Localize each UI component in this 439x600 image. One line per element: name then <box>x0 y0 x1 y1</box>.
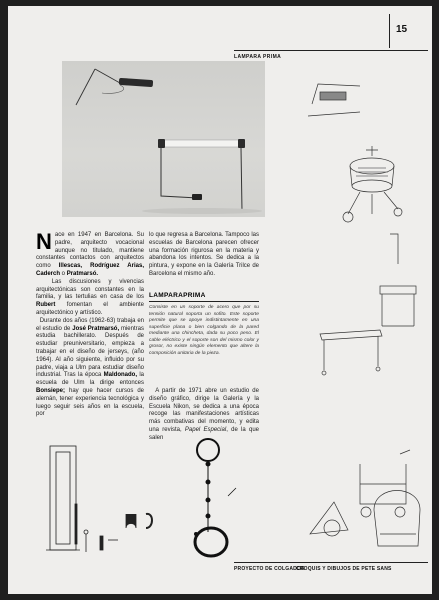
drop-cap: N <box>36 229 52 254</box>
page-number: 15 <box>396 24 408 35</box>
header-rule <box>234 50 428 51</box>
col1-text: ace en 1947 en Barcelona. Su padre, arquitecto vocacional aunque no titulado, mantiene constantes contactos con arquitectos como <box>36 232 144 270</box>
lamp-photo <box>62 61 265 217</box>
studio-name: José Pratmarsó, <box>72 325 120 332</box>
article-column-1 <box>36 229 144 419</box>
vertical-rule <box>389 14 390 48</box>
caption-rule <box>234 562 428 563</box>
magazine-title: Papel Especial <box>184 426 227 433</box>
architect-names: Illescas, Rodríguez Arias, Caderch <box>36 263 144 277</box>
sidebar-rule <box>149 301 259 302</box>
family-name: Rubert <box>36 302 56 309</box>
col1-text: mientras estudia bachillerato. Después de estudiar preuniversitario, empieza a trabajar en el diseño de jerseys, (año 1964). Al año siguiente, influido por su padre, viaja a Ulm para estudiar diseño industrial. Tras la época <box>36 325 144 379</box>
caption-left: PROYECTO DE COLGADOR <box>234 566 305 572</box>
col1-text: hay que hacer cursos de alemán, tener experiencia tecnológica y luego seguir seis años en la escuela, por <box>36 387 144 418</box>
col2-text: , de la que salen <box>149 426 259 441</box>
lamp-photo-art <box>62 61 265 217</box>
section-label: LAMPARA PRIMA <box>234 54 282 60</box>
person-name: Maldonado, <box>103 372 137 379</box>
caption-right: CROQUIS Y DIBUJOS DE PETE SANS <box>296 566 392 572</box>
col1-text: Durante dos años (1962-63) trabaja en el estudio de <box>36 317 144 332</box>
architect-name: Pratmarsó. <box>66 270 99 277</box>
furniture-sketches <box>290 64 430 556</box>
sidebar-title: LAMPARAPRIMA <box>149 292 206 299</box>
magazine-page <box>8 6 432 594</box>
sidebar-text: Consiste en un soporte de acero que por su tensión natural soporta un sofito. Este soporte permite que se apoye indistintamente en una superficie plana o bien colgando de la pared mediante una chincheta, dada su poco peso. El cable eléctrico y el soporte son del mismo color y grosor, no existe ningún elemento que altere la composición unitaria de la pieza. <box>149 305 259 356</box>
col2-text: A partir de 1971 abre un estudio de diseño gráfico, dirige la Galería y la Escuela Nikon, se dedica a una época recoge las manifestaciones artísticas más combativas del momento, y edita una revista, <box>149 388 259 433</box>
person-name: Bonsiepe; <box>36 387 66 394</box>
article-column-2-top: lo que regresa a Barcelona. Tampoco las escuelas de Barcelona parecen ofrecer una formación rigurosa en la materia y abandona los intentos. Se dedica a la pintura, y expone en la Galería Trilce de Barcelona el mismo año. <box>149 232 259 277</box>
article-column-2-bottom <box>149 388 259 443</box>
col1-text: la escuela de Ulm la dirige entonces <box>36 372 144 387</box>
col1-text: o <box>60 270 67 277</box>
col1-text: Las discusiones y vivencias arquitectónicas son constantes en la familia, y las tertulias en casa de los <box>36 278 144 301</box>
col1-text: fomentan el ambiente arquitectónico y artístico. <box>36 302 144 316</box>
coat-rack-rings <box>188 436 248 566</box>
